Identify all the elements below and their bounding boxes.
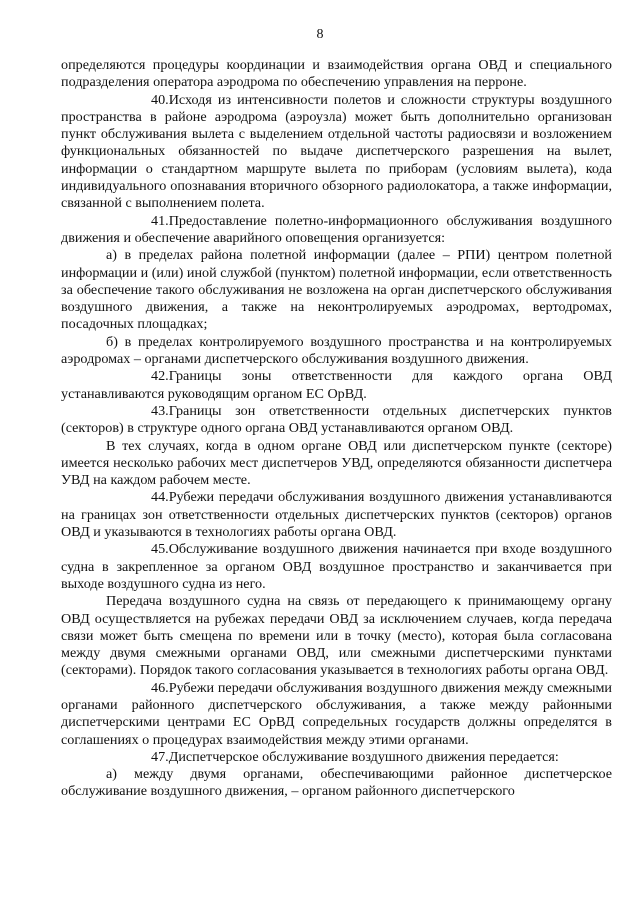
- paragraph: [61, 766, 612, 801]
- paragraph-text: Границы зоны ответственности для каждого органа ОВД устанавливаются руководящим органом ЕС ОрВД.: [61, 368, 612, 402]
- paragraph-text: а) между двумя органами, обеспечивающими районное диспетчерское обслуживание воздушного движения, – органом районного диспетчерского: [61, 766, 612, 800]
- paragraph-text: Исходя из интенсивности полетов и сложности структуры воздушного пространства в районе аэродрома (аэроузла) может быть дополнительно организован пункт обслуживания вылета с выделением отдельной частоты радиосвязи и возложением функциональных обязанностей по выдаче диспетчерского разрешения на вылет, информации о стандартном маршруте вылета по приборам (условиям вылета), кода индивидуального опознавания вторичного обзорного радиолокатора, а также информации, связанной с выполнением полета.: [61, 91, 612, 212]
- paragraph: [61, 489, 612, 541]
- paragraph-text: Предоставление полетно-информационного обслуживания воздушного движения и обеспечение аварийного оповещения организуется:: [61, 212, 612, 246]
- paragraph: [61, 57, 612, 92]
- paragraph-number: 47.: [151, 748, 169, 765]
- paragraph-number: 40.: [151, 91, 169, 108]
- paragraph-number: 42.: [151, 368, 169, 385]
- paragraph: [61, 749, 612, 766]
- paragraph-number: 45.: [151, 541, 169, 558]
- paragraph-text: Диспетчерское обслуживание воздушного движения передается:: [168, 748, 559, 765]
- paragraph-number: 43.: [151, 402, 169, 419]
- paragraph-text: а) в пределах района полетной информации (далее – РПИ) центром полетной информации и (или) иной службой (пунктом) полетной информации, если ответственность за обеспечение такого обслуживания не возложена на орган диспетчерского обслуживания воздушного движения, а также на неконтролируемых аэродромах, вертодромах, посадочных площадках;: [61, 247, 612, 333]
- paragraph-text: Рубежи передачи обслуживания воздушного движения между смежными органами районного диспетчерского обслуживания, а также между районными диспетчерскими центрами ЕС ОрВД сопредельных государств должны определятся в соглашениях о процедурах взаимодействия между этими органами.: [61, 679, 612, 748]
- paragraph-text: Передача воздушного судна на связь от передающего к принимающему органу ОВД осуществляется на рубежах передачи ОВД за исключением случаев, когда передача связи может быть смещена по времени или в точку (место), которая была согласована между двумя смежными органами ОВД, или смежными диспетчерскими пунктами (секторами). Порядок такого согласования указывается в технологиях работы органа ОВД.: [61, 593, 612, 679]
- paragraph-number: 46.: [151, 679, 169, 696]
- paragraph-text: определяются процедуры координации и взаимодействия органа ОВД и специального подразделения оператора аэродрома по обеспечению управления на перроне.: [61, 57, 612, 91]
- paragraph-text: Границы зон ответственности отдельных диспетчерских пунктов (секторов) в структуре одного органа ОВД устанавливаются органом ОВД.: [61, 402, 612, 437]
- paragraph: [61, 92, 612, 213]
- paragraph-text: б) в пределах контролируемого воздушного пространства и на контролируемых аэродромах – органами диспетчерского обслуживания воздушного движения.: [61, 333, 612, 368]
- paragraph: [61, 680, 612, 749]
- paragraph-number: 44.: [151, 489, 169, 506]
- paragraph-text: Обслуживание воздушного движения начинается при входе воздушного судна в закрепленное за органом ОВД воздушное пространство и заканчивается при выходе воздушного судна из него.: [61, 541, 612, 592]
- paragraph: [61, 368, 612, 403]
- paragraph: [61, 438, 612, 490]
- paragraph-text: В тех случаях, когда в одном органе ОВД или диспетчерском пункте (секторе) имеется несколько рабочих мест диспетчеров УВД, определяются обязанности диспетчера УВД на каждом рабочем месте.: [61, 437, 612, 489]
- document-body: [61, 57, 612, 801]
- page-number: 8: [316, 27, 324, 42]
- paragraph: [61, 403, 612, 438]
- paragraph: [61, 593, 612, 679]
- paragraph-number: 41.: [151, 212, 169, 229]
- paragraph: [61, 334, 612, 369]
- paragraph: [61, 247, 612, 333]
- paragraph-text: Рубежи передачи обслуживания воздушного движения устанавливаются на границах зон ответственности отдельных диспетчерских пунктов (секторов) органов ОВД и указываются в технологиях работы органа ОВД.: [61, 489, 612, 541]
- paragraph: [61, 213, 612, 248]
- paragraph: [61, 541, 612, 593]
